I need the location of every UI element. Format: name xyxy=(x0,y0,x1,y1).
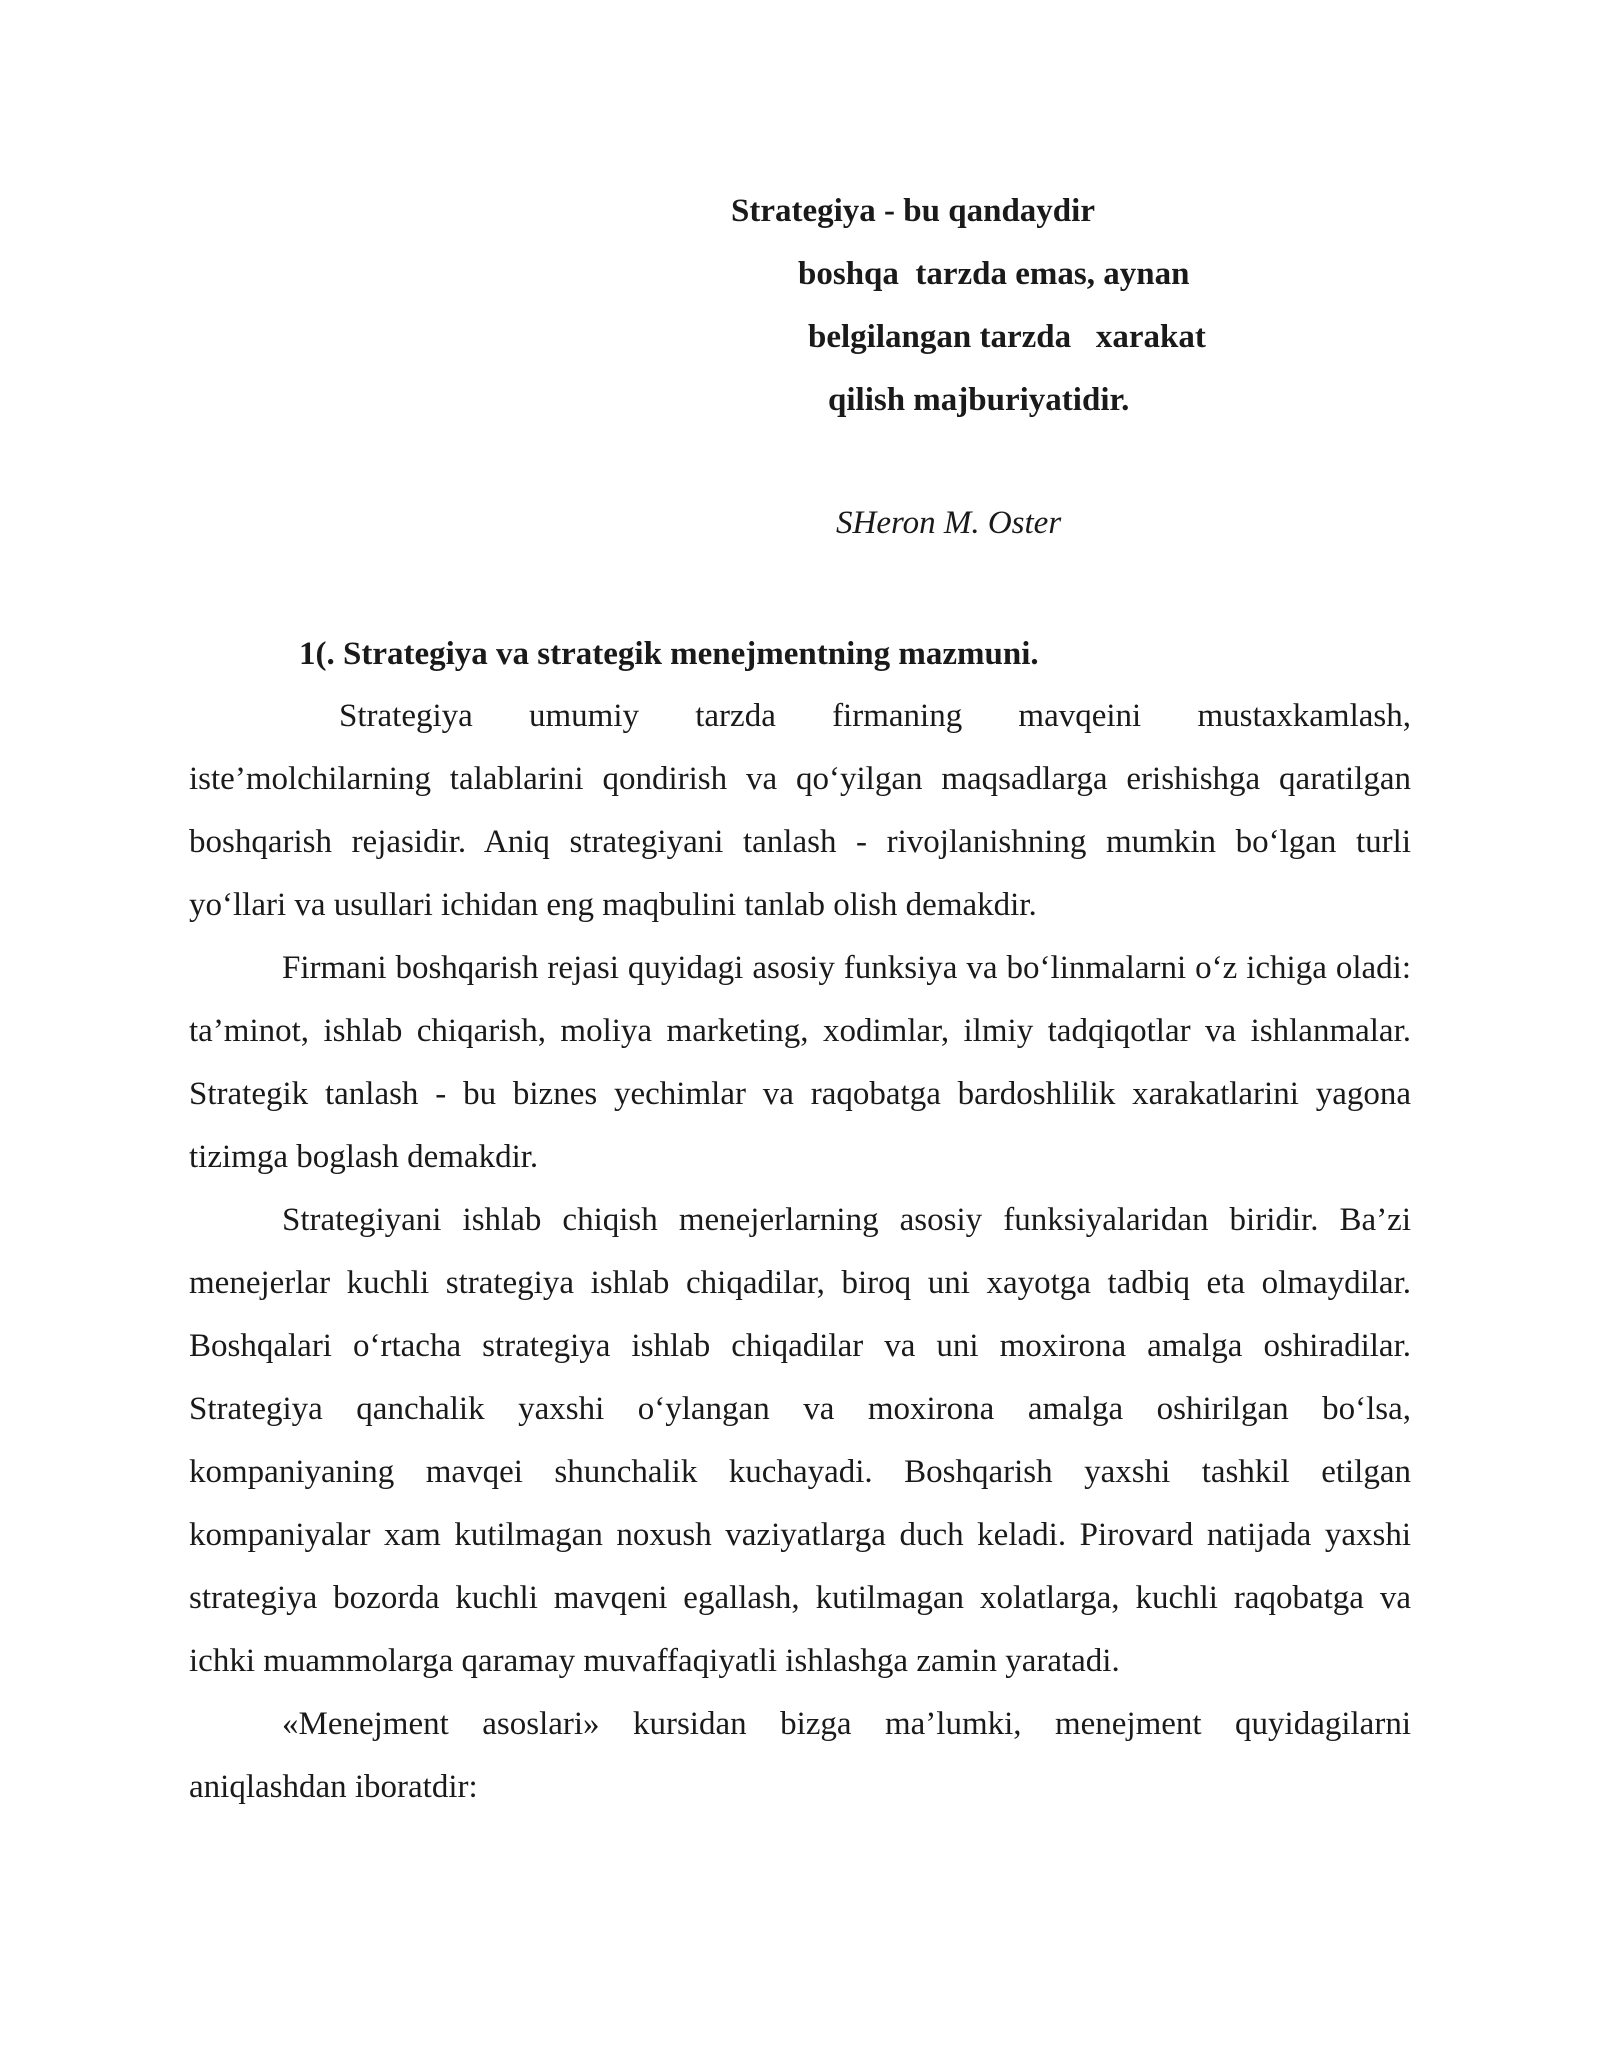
epigraph-author: SHeron M. Oster xyxy=(836,505,1062,541)
paragraph: Firmani boshqarish rejasi quyidagi asosiy funksiya va bo‘linmalarni o‘z ichiga oladi: ta’minot, ishlab chiqarish, moliya marketing, xodimlar, ilmiy tadqiqotlar va ishlanmalar. Strategik tanlash - bu biznes yechimlar va raqobatga bardoshlilik xarakatlarini yagona tizimga boglash demakdir. xyxy=(189,950,1411,1175)
section-heading: 1(. Strategiya va strategik menejmentning mazmuni. xyxy=(299,636,1039,672)
epigraph-line: boshqa tarzda emas, aynan xyxy=(798,256,1190,292)
epigraph-line: belgilangan tarzda xarakat xyxy=(808,319,1206,355)
paragraph: Strategiya umumiy tarzda firmaning mavqeini mustaxkamlash, iste’molchilarning talablarini qondirish va qo‘yilgan maqsadlarga erishishga qaratilgan boshqarish rejasidir. Aniq strategiyani tanlash - rivojlanishning mumkin bo‘lgan turli yo‘llari va usullari ichidan eng maqbulini tanlab olish demakdir. xyxy=(189,698,1411,923)
epigraph-line: Strategiya - bu qandaydir xyxy=(731,193,1095,229)
paragraph: Strategiyani ishlab chiqish menejerlarning asosiy funksiyalaridan biridir. Ba’zi menejerlar kuchli strategiya ishlab chiqadilar, biroq uni xayotga tadbiq eta olmaydilar. Boshqalari o‘rtacha strategiya ishlab chiqadilar va uni moxirona amalga oshiradilar. Strategiya qanchalik yaxshi o‘ylangan va moxirona amalga oshirilgan bo‘lsa, kompaniyaning mavqei shunchalik kuchayadi. Boshqarish yaxshi tashkil etilgan kompaniyalar xam kutilmagan noxush vaziyatlarga duch keladi. Pirovard natijada yaxshi strategiya bozorda kuchli mavqeni egallash, kutilmagan xolatlarga, kuchli raqobatga va ichki muammolarga qaramay muvaffaqiyatli ishlashga zamin yaratadi. xyxy=(189,1202,1411,1679)
body-text xyxy=(189,685,1411,1819)
epigraph-line: qilish majburiyatidir. xyxy=(828,382,1130,418)
paragraph: «Menejment asoslari» kursidan bizga ma’lumki, menejment quyidagilarni aniqlashdan iboratdir: xyxy=(189,1706,1411,1805)
